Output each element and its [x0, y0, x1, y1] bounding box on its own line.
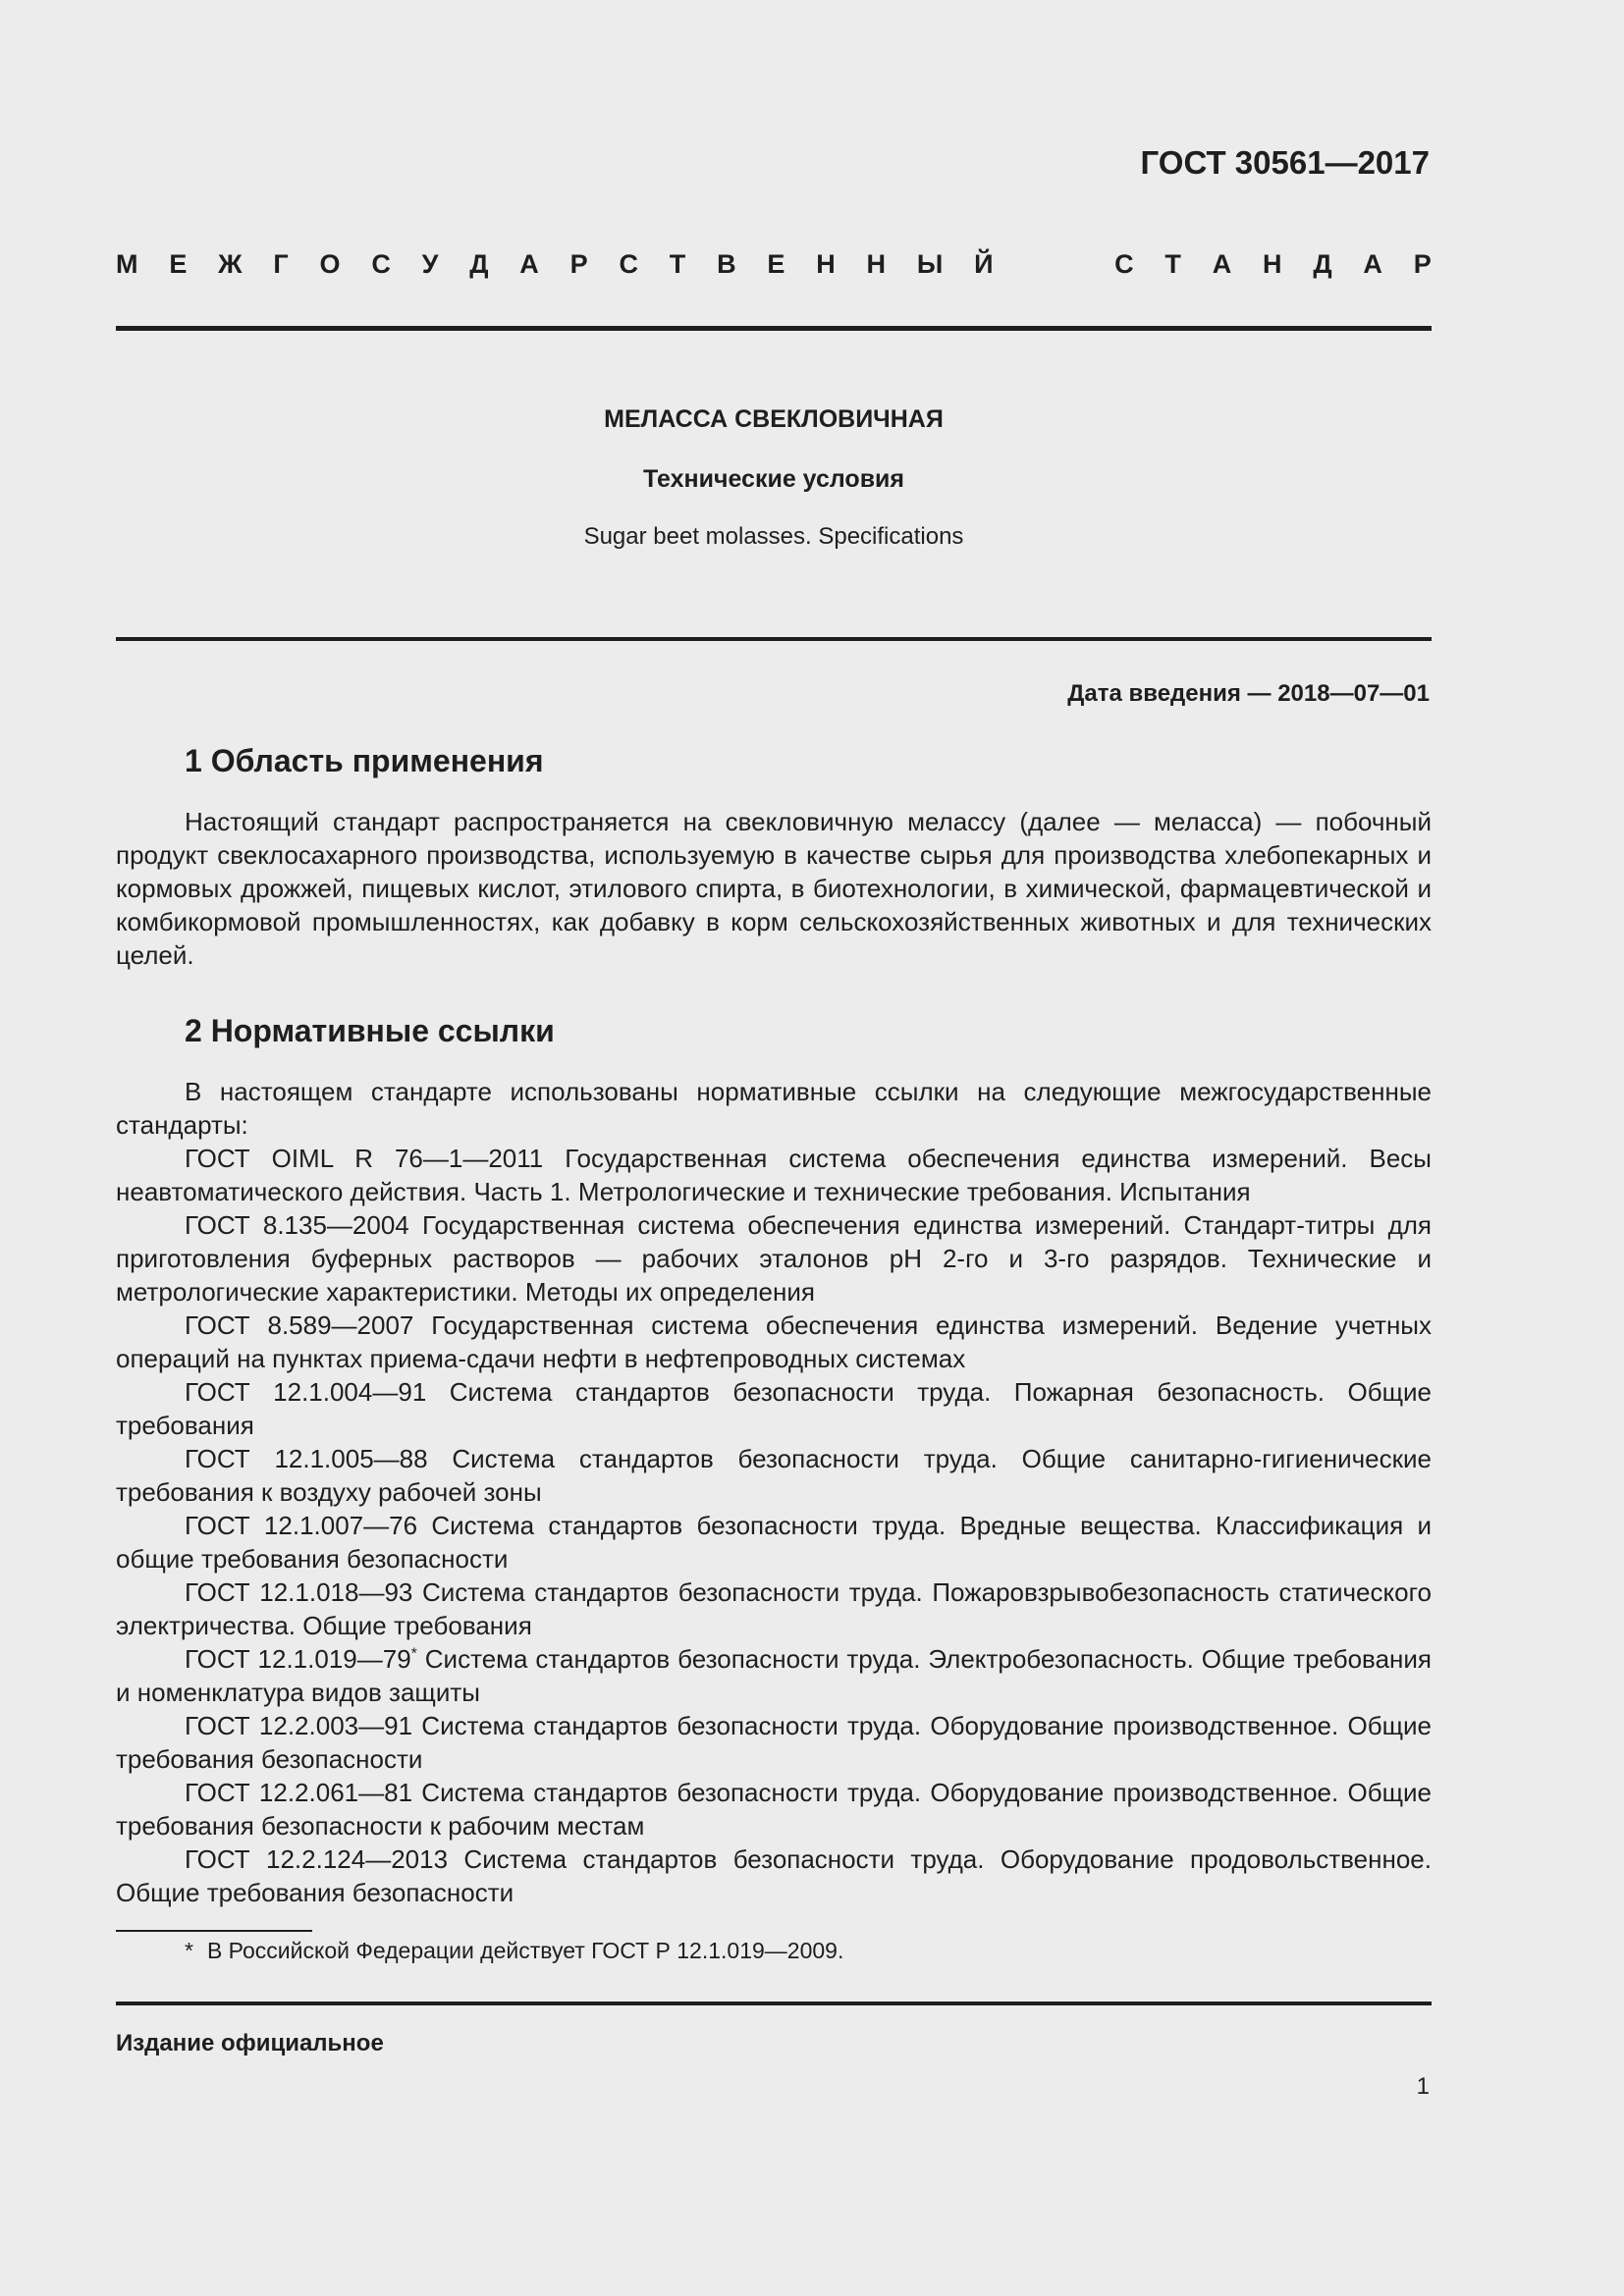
reference-item: ГОСТ 12.2.003—91 Система стандартов безопасности труда. Оборудование производственное. Общие требования безопасности — [116, 1711, 1432, 1774]
standard-type-letter: Ж — [218, 249, 243, 279]
reference-item: ГОСТ 8.589—2007 Государственная система обеспечения единства измерений. Ведение учетных операций на пунктах приема-сдачи нефти в нефтепроводных системах — [116, 1310, 1432, 1373]
page-number: 1 — [1416, 2073, 1430, 2100]
standard-type-letter: У — [421, 249, 439, 279]
reference-item: ГОСТ 12.2.124—2013 Система стандартов безопасности труда. Оборудование продовольственное. Общие требования безопасности — [116, 1844, 1432, 1907]
standard-type-letter: О — [319, 249, 341, 279]
reference-item: ГОСТ 12.1.007—76 Система стандартов безопасности труда. Вредные вещества. Классификация и общие требования безопасности — [116, 1511, 1432, 1574]
reference-item: ГОСТ 12.2.061—81 Система стандартов безопасности труда. Оборудование производственное. Общие требования безопасности к рабочим местам — [116, 1778, 1432, 1841]
standard-type-letter: Ы — [916, 249, 944, 279]
standard-type-heading — [116, 249, 1432, 280]
document-title: МЕЛАССА СВЕКЛОВИЧНАЯ — [604, 405, 944, 433]
standard-type-letter: С — [619, 249, 638, 279]
reference-code: ГОСТ 12.1.019—79 — [185, 1644, 411, 1674]
standard-type-letter: М — [116, 249, 138, 279]
standard-type-letter: Т — [669, 249, 686, 279]
footnote-divider — [116, 1930, 312, 1932]
reference-item: ГОСТ 8.135—2004 Государственная система обеспечения единства измерений. Стандарт-титры для приготовления буферных растворов — рабочих эталонов pH 2-го и 3-го разрядов. Технические и метрологические характеристики. Методы их определения — [116, 1210, 1432, 1307]
section-1-heading: 1 Область применения — [185, 743, 544, 778]
reference-item: ГОСТ 12.1.018—93 Система стандартов безопасности труда. Пожаровзрывобезопасность статического электричества. Общие требования — [116, 1577, 1432, 1640]
footnote-mark: * — [185, 1938, 193, 1963]
reference-item — [116, 1642, 1432, 1709]
standard-type-letter: Д — [469, 249, 489, 279]
standard-type-letter: Г — [273, 249, 289, 279]
standard-type-letter: Д — [1313, 249, 1332, 279]
standard-type-letter: А — [1363, 249, 1382, 279]
document-subtitle: Технические условия — [642, 465, 905, 493]
reference-item: ГОСТ 12.1.005—88 Система стандартов безопасности труда. Общие санитарно-гигиенические требования к воздуху рабочей зоны — [116, 1444, 1432, 1507]
section-2-body — [116, 1075, 1432, 1909]
introduction-date: Дата введения — 2018—07—01 — [1067, 680, 1430, 707]
footnote — [185, 1938, 843, 1964]
paragraph: В настоящем стандарте использованы нормативные ссылки на следующие межгосударственные стандарты: — [116, 1077, 1432, 1140]
edition-label: Издание официальное — [116, 2030, 384, 2056]
standard-type-letter: Е — [767, 249, 785, 279]
footer-divider — [116, 2002, 1432, 2005]
standard-type-letter: А — [1212, 249, 1232, 279]
section-1-body — [116, 805, 1432, 972]
standard-type-letter: В — [717, 249, 736, 279]
standard-type-letter: Н — [866, 249, 887, 279]
standard-type-letter: Н — [1263, 249, 1282, 279]
document-number: ГОСТ 30561—2017 — [1140, 144, 1430, 181]
reference-title: Система стандартов безопасности труда. Электробезопасность. Общие требования и номенклатура видов защиты — [116, 1644, 1432, 1707]
standard-type-letter: С — [1114, 249, 1134, 279]
reference-item: ГОСТ OIML R 76—1—2011 Государственная система обеспечения единства измерений. Весы неавтоматического действия. Часть 1. Метрологические и технические требования. Испытания — [116, 1144, 1432, 1206]
paragraph: Настоящий стандарт распространяется на свекловичную мелассу (далее — меласса) — побочный продукт свеклосахарного производства, используемую в качестве сырья для производства хлебопекарных и кормовых дрожжей, пищевых кислот, этилового спирта, в биотехнологии, в химической, фармацевтической и комбикормовой промышленностях, как добавку в корм сельскохозяйственных животных и для технических целей. — [116, 807, 1432, 970]
footnote-marker: * — [410, 1645, 417, 1663]
section-2-heading: 2 Нормативные ссылки — [185, 1013, 555, 1048]
header-divider — [116, 326, 1432, 331]
standard-type-letter: Р — [1413, 249, 1432, 279]
standard-type-letter: Т — [1164, 249, 1181, 279]
standard-type-letter: Н — [816, 249, 836, 279]
standard-type-letter: Й — [974, 249, 994, 279]
title-divider — [116, 637, 1432, 641]
standard-type-letter: С — [371, 249, 391, 279]
document-title-english: Sugar beet molasses. Specifications — [583, 523, 964, 550]
word-gap — [1024, 249, 1083, 280]
reference-item: ГОСТ 12.1.004—91 Система стандартов безопасности труда. Пожарная безопасность. Общие требования — [116, 1377, 1432, 1440]
standard-type-letter: А — [519, 249, 539, 279]
footnote-text: В Российской Федерации действует ГОСТ Р 12.1.019—2009. — [206, 1938, 844, 1963]
standard-type-letter: Р — [569, 249, 588, 279]
standard-type-letter: Е — [169, 249, 188, 279]
